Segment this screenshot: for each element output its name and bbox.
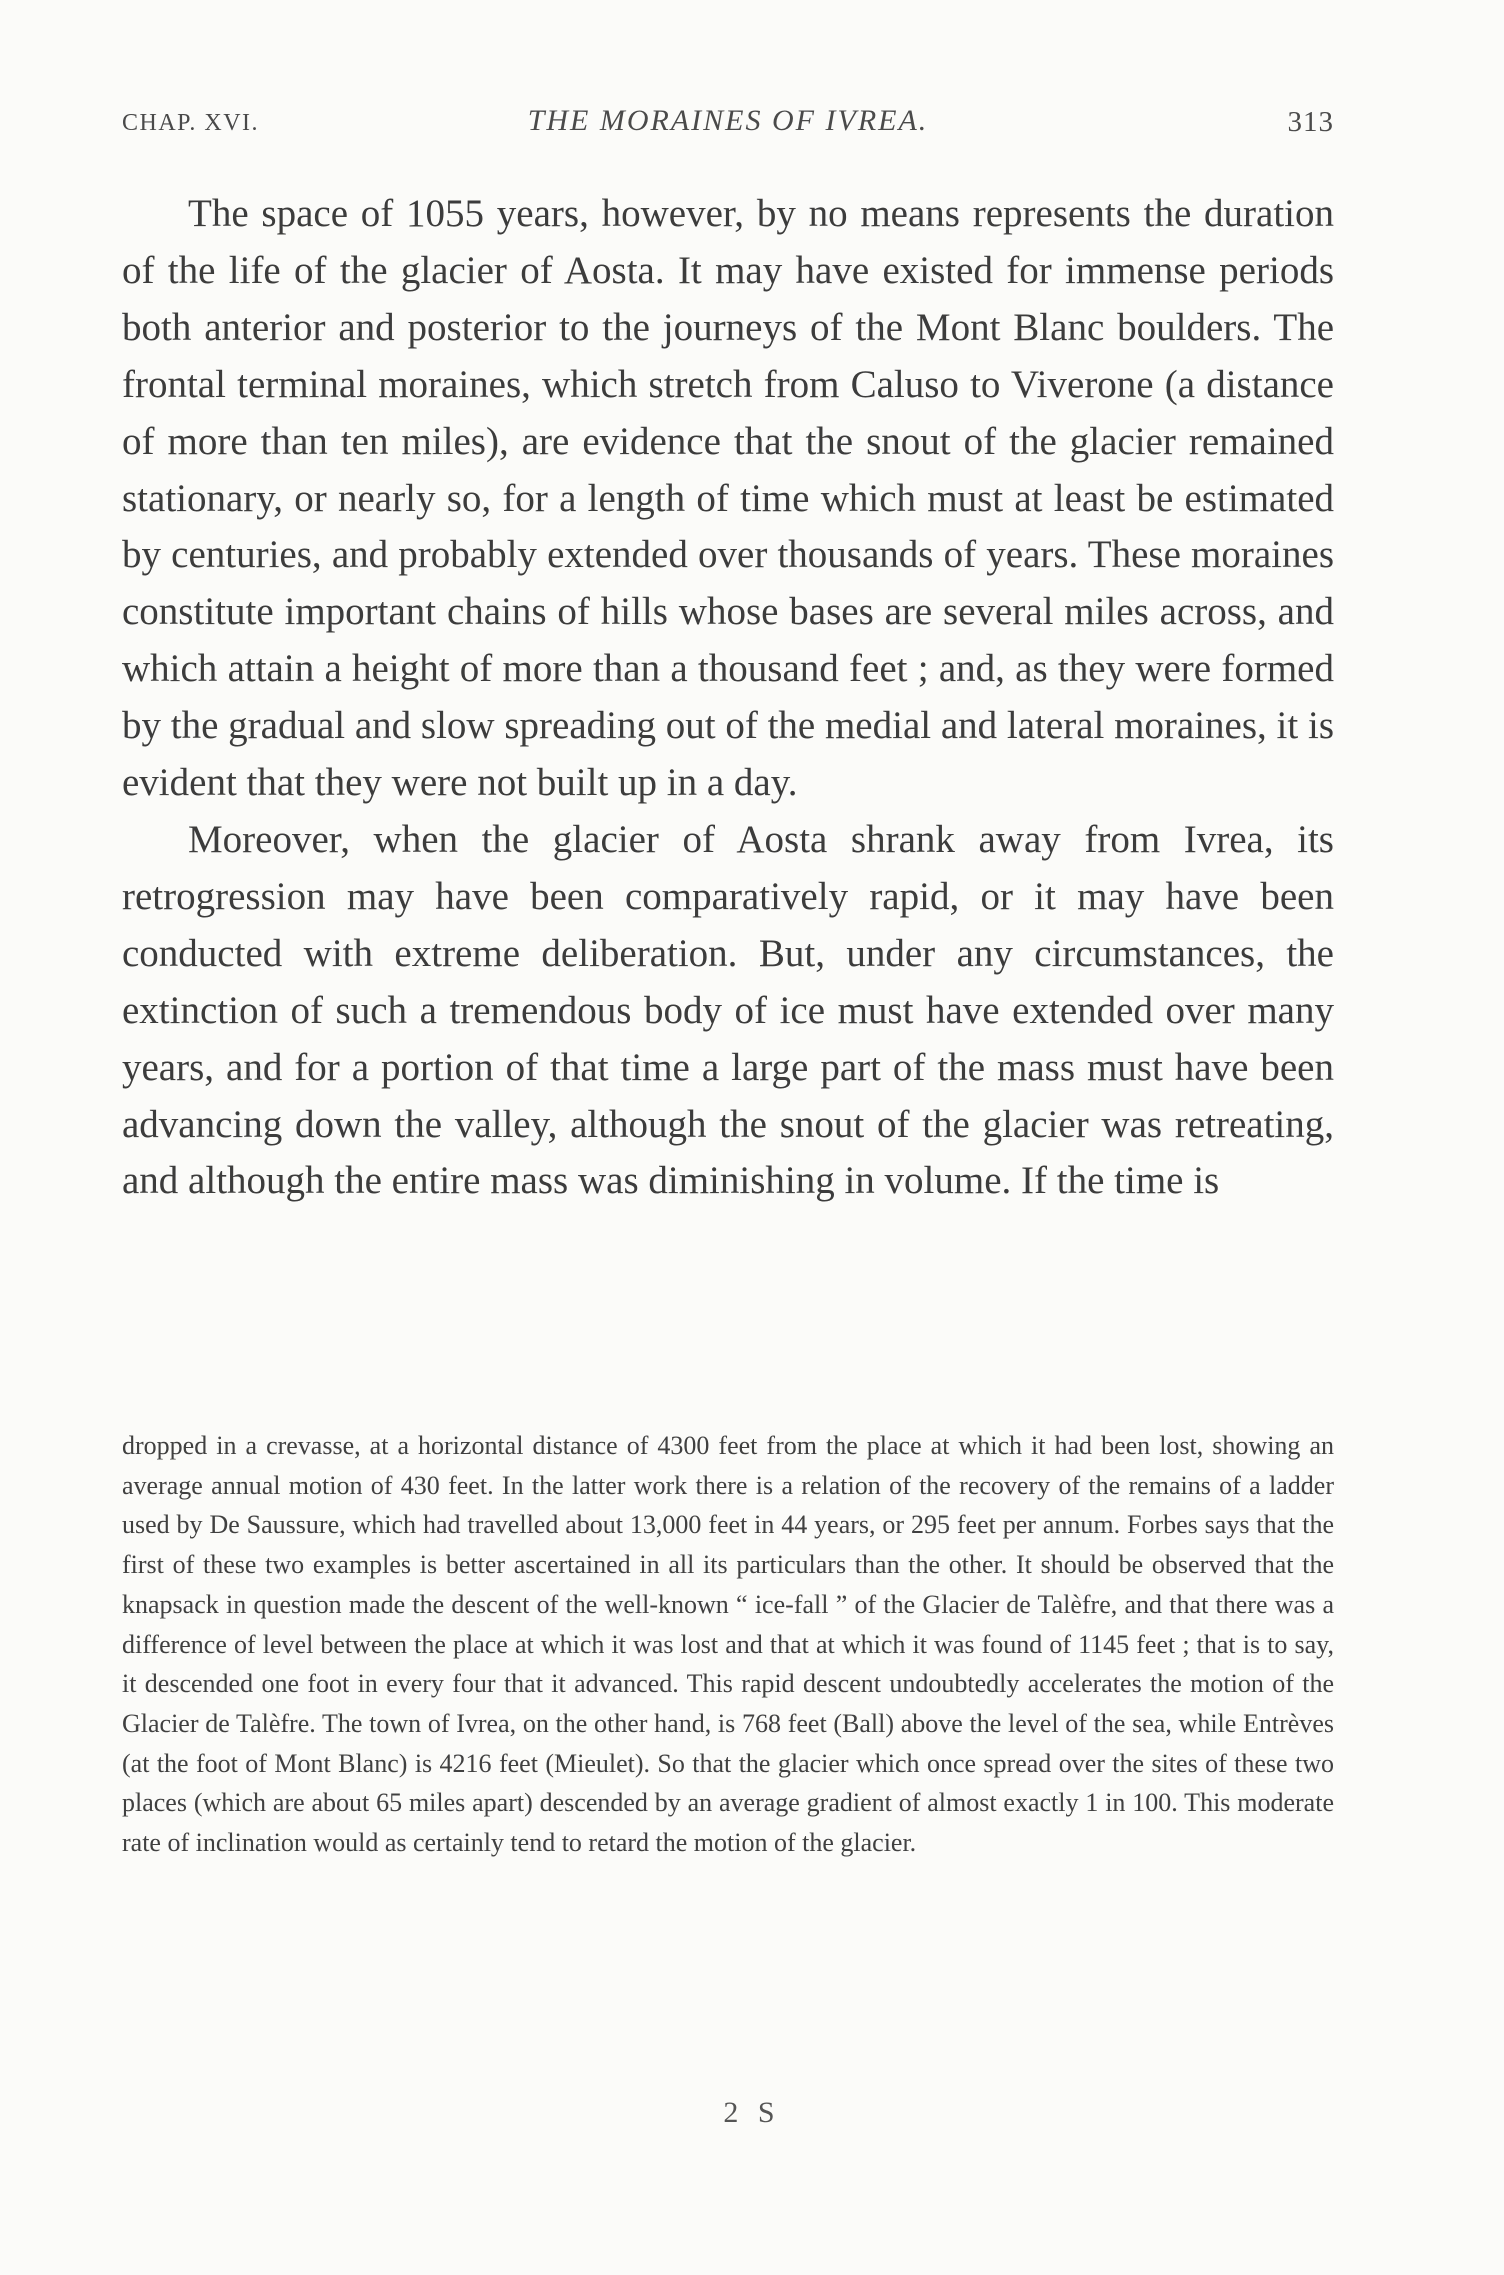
chapter-label: CHAP. XVI.: [122, 110, 260, 136]
signature-mark: 2 S: [723, 2096, 781, 2129]
paragraph: The space of 1055 years, however, by no means represents the duration of the life of the glacier of Aosta. It may have existed for immense periods both anterior and posterior to the journeys of the Mont Blanc boulders. The frontal terminal moraines, which stretch from Caluso to Viverone (a distance of more than ten miles), are evidence that the snout of the glacier remained stationary, or nearly so, for a length of time which must at least be estimated by centuries, and probably extended over thousands of years. These moraines constitute important chains of hills whose bases are several miles across, and which attain a height of more than a thousand feet ; and, as they were formed by the gradual and slow spreading out of the medial and lateral moraines, it is evident that they were not built up in a day.: [122, 192, 1334, 805]
paragraph: Moreover, when the glacier of Aosta shrank away from Ivrea, its retrogression may have been comparatively rapid, or it may have been conducted with extreme deliberation. But, under any circumstances, the extinction of such a tremendous body of ice must have extended over many years, and for a portion of that time a large part of the mass must have been advancing down the valley, although the snout of the glacier was retreating, and although the entire mass was diminishing in volume. If the time is: [122, 817, 1334, 1203]
footnote-text: dropped in a crevasse, at a horizontal distance of 4300 feet from the place at which it had been lost, showing an average annual motion of 430 feet. In the latter work there is a relation of the recovery of the remains of a ladder used by De Saussure, which had travelled about 13,000 feet in 44 years, or 295 feet per annum. Forbes says that the first of these two examples is better ascertained in all its particulars than the other. It should be observed that the knapsack in question made the descent of the well-known “ ice-fall ” of the Glacier de Talèfre, and that there was a difference of level between the place at which it was lost and that at which it was found of 1145 feet ; that is to say, it descended one foot in every four that it advanced. This rapid descent undoubtedly accelerates the motion of the Glacier de Talèfre. The town of Ivrea, on the other hand, is 768 feet (Ball) above the level of the sea, while Entrèves (at the foot of Mont Blanc) is 4216 feet (Mieulet). So that the glacier which once spread over the sites of these two places (which are about 65 miles apart) descended by an average gradient of almost exactly 1 in 100. This moderate rate of inclination would as certainly tend to retard the motion of the glacier.: [122, 1431, 1334, 1858]
running-title: THE MORAINES OF IVREA.: [527, 104, 929, 137]
running-head: [122, 104, 1334, 144]
main-text: [122, 186, 1334, 1210]
page-number: 313: [1287, 106, 1334, 138]
footnote: [122, 1426, 1334, 1863]
